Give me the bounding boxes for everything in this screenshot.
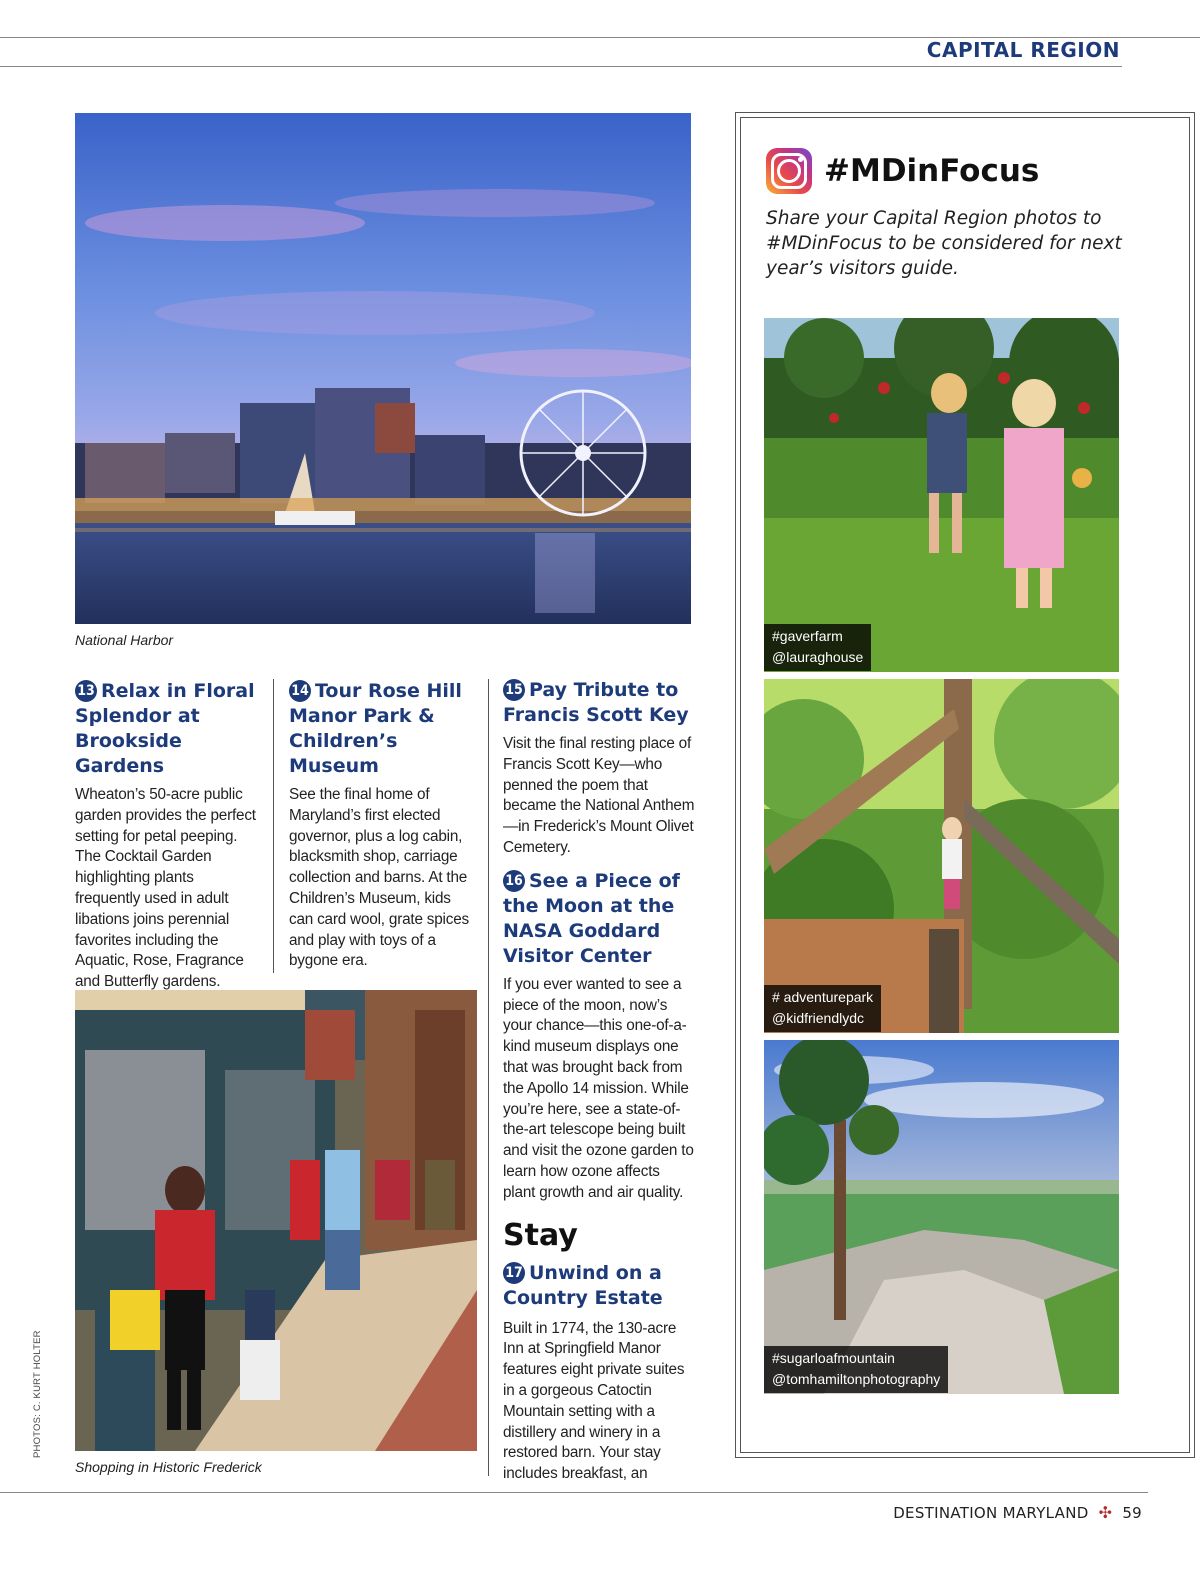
item-16-body: If you ever wanted to see a piece of the moon, now’s your chance—this one-of-a-kind museum displays one that was brought back from the Apollo 14 mission. While you’re here, see a state-of-the-art telescope being built and visit the ozone garden to learn how ozone affects plant growth and air quality. (503, 975, 694, 1201)
mdinfocus-title: #MDinFocus (824, 153, 1040, 189)
national-harbor-photo (75, 113, 691, 624)
gaverfarm-photo (764, 318, 1119, 672)
instagram-icon (766, 148, 812, 194)
item-16-title: 16 See a Piece of the Moon at the NASA Goddard Visitor Center (503, 869, 680, 967)
item-14-body: See the final home of Maryland’s first elected governor, plus a log cabin, blacksmith shop, carriage collection and barns. At the Children’s Museum, kids can card wool, grate spices and play with toys of a bygone era. (289, 786, 469, 970)
frederick-shopping-photo (75, 990, 477, 1451)
item-14 (289, 679, 474, 972)
item-13-body: Wheaton’s 50-acre public garden provides the perfect setting for petal peeping. The Cocktail Garden highlighting plants frequently used in adult libations joins perennial favorites including the Aquatic, Rose, Fragrance and Butterfly gardens. (75, 786, 256, 991)
item-13-number: 13 (75, 680, 97, 702)
national-harbor-caption: National Harbor (75, 632, 174, 648)
stay-heading: Stay (503, 1217, 578, 1253)
gaverfarm-tag (764, 624, 871, 671)
item-13-title: 13 Relax in Floral Splendor at Brookside Gardens (75, 680, 255, 777)
item-14-number: 14 (289, 680, 311, 702)
sugarloafmountain-handle: @tomhamiltonphotography (772, 1371, 941, 1387)
adventurepark-handle: @kidfriendlydc (772, 1010, 865, 1026)
item-17-body: Built in 1774, the 130-acre Inn at Springfield Manor features eight private suites in a gorgeous Catoctin Mountain setting with a distillery and winery in a restored barn. Your stay includes breakfast, an (503, 1319, 685, 1483)
adventurepark-tag (764, 985, 881, 1032)
item-16-number: 16 (503, 870, 525, 892)
item-16 (503, 869, 695, 1204)
publication-name: DESTINATION MARYLAND (893, 1503, 1089, 1522)
item-17-title: 17 Unwind on a Country Estate (503, 1261, 663, 1309)
header-rule-bottom (0, 66, 1122, 67)
item-15-title: 15 Pay Tribute to Francis Scott Key (503, 679, 689, 726)
mdinfocus-description: Share your Capital Region photos to #MDinFocus to be considered for next year’s visitors guide. (766, 208, 1122, 279)
item-15-body: Visit the final resting place of Francis Scott Key—who penned the poem that became the National Anthem—in Frederick’s Mount Olivet Cemetery. (503, 735, 695, 856)
column-divider-2 (488, 679, 489, 1476)
item-17-number: 17 (503, 1262, 525, 1284)
footer-rule (0, 1492, 1148, 1493)
adventurepark-photo (764, 679, 1119, 1033)
maryland-flower-icon: ✣ (1098, 1503, 1113, 1522)
mdinfocus-header (766, 148, 1039, 194)
photo-credit: PHOTOS: C. KURT HOLTER (32, 1330, 43, 1458)
adventurepark-hashtag: # adventurepark (772, 989, 874, 1005)
section-label: CAPITAL REGION (926, 38, 1120, 62)
page-footer (893, 1503, 1142, 1522)
gaverfarm-handle: @lauraghouse (772, 649, 864, 665)
item-13 (75, 679, 260, 993)
item-15 (503, 678, 695, 859)
page-number: 59 (1122, 1503, 1142, 1522)
item-15-number: 15 (503, 679, 525, 701)
sugarloafmountain-photo (764, 1040, 1119, 1394)
sugarloafmountain-hashtag: #sugarloafmountain (772, 1350, 895, 1366)
frederick-caption: Shopping in Historic Frederick (75, 1459, 262, 1475)
sugarloafmountain-tag (764, 1346, 948, 1393)
column-divider-1 (273, 679, 274, 973)
item-17 (503, 1261, 695, 1485)
column-3 (503, 678, 695, 1485)
gaverfarm-hashtag: #gaverfarm (772, 628, 843, 644)
item-14-title: 14 Tour Rose Hill Manor Park & Children’s Museum (289, 680, 462, 777)
